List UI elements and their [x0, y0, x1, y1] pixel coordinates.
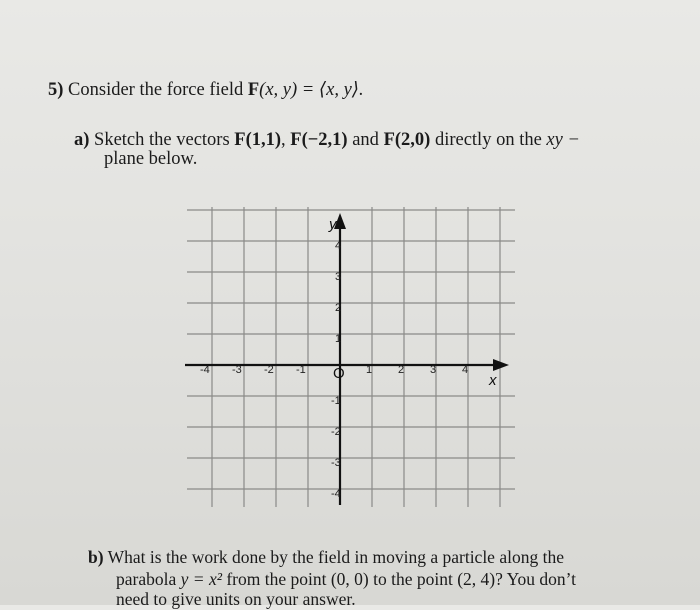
y-axis-label: y	[329, 216, 337, 233]
y-tick-label: 2	[335, 302, 342, 314]
part-a-label: a)	[74, 130, 90, 150]
xy-grid[interactable]	[185, 205, 517, 509]
part-a-line-1: a) Sketch the vectors F(1,1), F(−2,1) and F(2,0) directly on the xy −	[74, 130, 580, 150]
part-b-line-2	[116, 568, 576, 590]
question-intro: Consider the force field	[68, 80, 244, 100]
y-tick-label: -1	[331, 395, 341, 407]
vector-1: F(1,1)	[234, 130, 282, 150]
vector-3: F(2,0)	[383, 130, 431, 150]
y-tick-label: -2	[331, 426, 341, 438]
part-b-line-1	[88, 546, 564, 568]
x-tick-label: -1	[296, 364, 306, 376]
y-tick-label: -3	[331, 457, 341, 469]
x-tick-label: 2	[398, 364, 405, 376]
field-name: F	[247, 80, 260, 100]
axes	[185, 213, 509, 505]
part-b-label: b)	[88, 547, 104, 567]
xy-grid-svg[interactable]	[185, 205, 517, 509]
part-b-line-3	[116, 588, 356, 610]
x-axis-label: x	[489, 372, 497, 389]
x-tick-label: -2	[264, 364, 274, 376]
x-tick-label: -4	[200, 364, 210, 376]
x-tick-label: 1	[366, 364, 373, 376]
y-tick-label: -4	[331, 488, 341, 500]
part-a-and: and	[352, 130, 379, 150]
part-a-line-2-text: plane below.	[104, 149, 198, 169]
part-a-text-2: directly on the	[434, 130, 542, 150]
part-a-line-2	[104, 148, 197, 170]
origin-label: O	[333, 365, 345, 382]
part-b-line-2-a: parabola	[116, 569, 177, 589]
x-tick-label: -3	[232, 364, 242, 376]
part-b-line-2-b: from the point (0, 0) to the point (2, 4)? You don’t	[226, 569, 576, 589]
part-b-line-3-text: need to give units on your answer.	[116, 589, 356, 609]
part-a-text-1: Sketch the vectors	[94, 130, 230, 150]
vector-2: F(−2,1)	[290, 130, 348, 150]
grid-lines	[185, 207, 515, 509]
y-tick-label: 4	[335, 240, 342, 252]
x-tick-label: 4	[462, 364, 469, 376]
xy-plane-symbol: xy −	[546, 130, 580, 150]
question-number: 5)	[48, 80, 64, 100]
y-tick-label: 1	[335, 333, 342, 345]
field-definition: (x, y) = ⟨x, y⟩.	[259, 80, 364, 100]
x-tick-label: 3	[430, 364, 437, 376]
x-axis-arrow-icon	[493, 359, 509, 371]
part-b-line-1-text: What is the work done by the field in moving a particle along the	[107, 547, 564, 567]
parabola-equation: y = x²	[180, 569, 222, 589]
question-5-line	[48, 79, 364, 101]
y-tick-label: 3	[335, 271, 342, 283]
